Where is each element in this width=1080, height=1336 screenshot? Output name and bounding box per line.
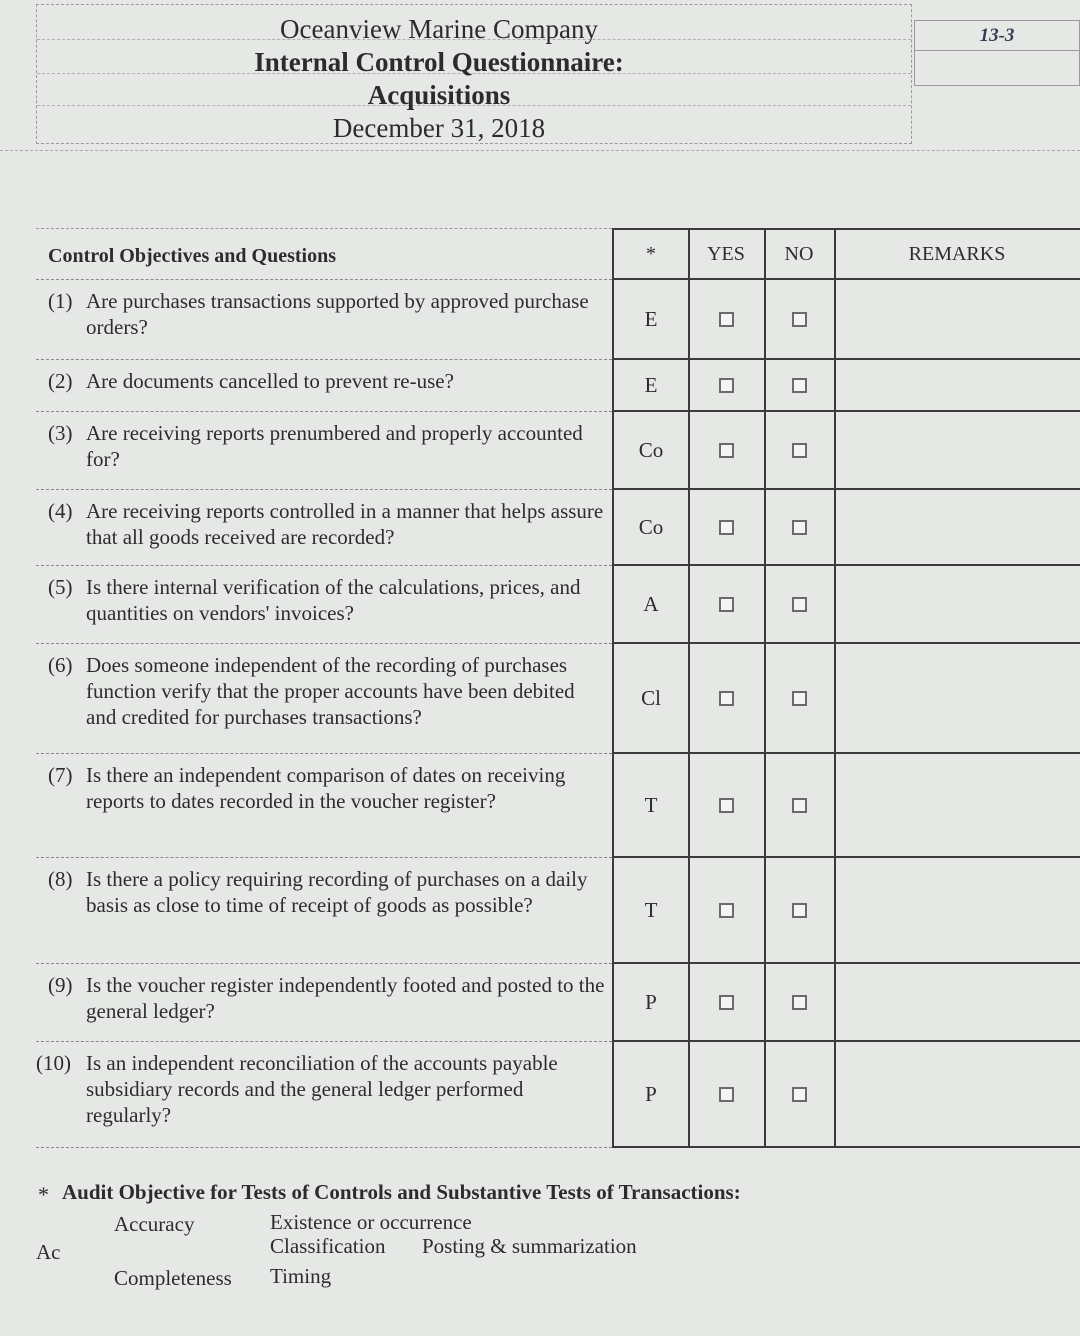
remarks-column-header: REMARKS <box>834 228 1080 280</box>
no-cell <box>764 360 836 412</box>
no-checkbox[interactable] <box>792 798 807 813</box>
table-row <box>36 412 1080 490</box>
yes-checkbox[interactable] <box>719 597 734 612</box>
question-number: (3) <box>48 421 73 445</box>
yes-cell <box>688 280 766 360</box>
legend-classification: Classification <box>270 1234 386 1258</box>
question-text: Is there a policy requiring recording of purchases on a daily basis as close to time of receipt of goods as possible? <box>86 867 588 917</box>
question-text: Is an independent reconciliation of the accounts payable subsidiary records and the general ledger performed regularly? <box>86 1051 558 1127</box>
table-row <box>36 754 1080 858</box>
objective-code: T <box>612 858 690 964</box>
objective-code: P <box>612 1042 690 1148</box>
objective-column-header: * <box>612 228 690 280</box>
legend-ac: Ac <box>36 1240 61 1264</box>
objective-code: P <box>612 964 690 1042</box>
no-cell <box>764 490 836 566</box>
no-cell <box>764 1042 836 1148</box>
table-row <box>36 280 1080 360</box>
no-cell <box>764 754 836 858</box>
objective-code: E <box>612 360 690 412</box>
legend-posting: Posting & summarization <box>422 1234 637 1258</box>
company-name: Oceanview Marine Company <box>280 14 598 44</box>
objective-code: E <box>612 280 690 360</box>
no-cell <box>764 858 836 964</box>
question-text: Are receiving reports prenumbered and properly accounted for? <box>86 421 583 471</box>
yes-checkbox[interactable] <box>719 520 734 535</box>
no-cell <box>764 412 836 490</box>
remarks-cell[interactable] <box>834 280 1080 360</box>
remarks-cell[interactable] <box>834 360 1080 412</box>
table-row <box>36 964 1080 1042</box>
legend-accuracy: Accuracy <box>114 1212 195 1236</box>
question-cell <box>36 964 612 1042</box>
question-number: (5) <box>48 575 73 599</box>
table-row <box>36 1042 1080 1148</box>
no-checkbox[interactable] <box>792 691 807 706</box>
objective-code: T <box>612 754 690 858</box>
questionnaire-subtitle: Acquisitions <box>367 80 511 110</box>
question-cell <box>36 280 612 360</box>
question-cell <box>36 360 612 412</box>
header-box <box>36 4 912 144</box>
reference-box <box>914 20 1080 86</box>
reference-code: 13-3 <box>979 25 1015 46</box>
legend-completeness: Completeness <box>114 1266 232 1290</box>
yes-checkbox[interactable] <box>719 378 734 393</box>
questionnaire-date: December 31, 2018 <box>332 113 546 143</box>
table-row <box>36 858 1080 964</box>
legend-title: Audit Objective for Tests of Controls and Substantive Tests of Transactions: <box>62 1180 741 1204</box>
table-header-row <box>36 228 1080 280</box>
yes-cell <box>688 1042 766 1148</box>
question-text: Does someone independent of the recording of purchases function verify that the proper accounts have been debited and credited for purchases transactions? <box>86 653 575 729</box>
table-row <box>36 644 1080 754</box>
remarks-cell[interactable] <box>834 412 1080 490</box>
table-row <box>36 360 1080 412</box>
yes-cell <box>688 490 766 566</box>
legend-existence: Existence or occurrence <box>270 1210 472 1234</box>
yes-cell <box>688 360 766 412</box>
question-number: (8) <box>48 867 73 891</box>
question-cell <box>36 754 612 858</box>
no-checkbox[interactable] <box>792 995 807 1010</box>
question-cell <box>36 566 612 644</box>
yes-column-header: YES <box>688 228 766 280</box>
question-text: Is there internal verification of the calculations, prices, and quantities on vendors' invoices? <box>86 575 581 625</box>
question-text: Are purchases transactions supported by approved purchase orders? <box>86 289 589 339</box>
yes-checkbox[interactable] <box>719 995 734 1010</box>
objective-code: Co <box>612 412 690 490</box>
table-row <box>36 566 1080 644</box>
question-cell <box>36 490 612 566</box>
question-cell <box>36 644 612 754</box>
objective-code: Cl <box>612 644 690 754</box>
yes-checkbox[interactable] <box>719 691 734 706</box>
no-checkbox[interactable] <box>792 312 807 327</box>
divider <box>0 150 1080 151</box>
no-checkbox[interactable] <box>792 443 807 458</box>
no-column-header: NO <box>764 228 836 280</box>
remarks-cell[interactable] <box>834 1042 1080 1148</box>
yes-cell <box>688 964 766 1042</box>
yes-checkbox[interactable] <box>719 903 734 918</box>
questions-column-header: Control Objectives and Questions <box>36 228 612 280</box>
header-title-block <box>37 13 911 145</box>
yes-checkbox[interactable] <box>719 312 734 327</box>
remarks-cell[interactable] <box>834 964 1080 1042</box>
no-checkbox[interactable] <box>792 903 807 918</box>
question-number: (1) <box>48 289 73 313</box>
question-text: Is the voucher register independently footed and posted to the general ledger? <box>86 973 605 1023</box>
objective-code: A <box>612 566 690 644</box>
yes-checkbox[interactable] <box>719 1087 734 1102</box>
question-number: (6) <box>48 653 73 677</box>
legend-timing: Timing <box>270 1264 332 1288</box>
remarks-cell[interactable] <box>834 566 1080 644</box>
yes-cell <box>688 754 766 858</box>
legend-asterisk: * <box>38 1182 49 1207</box>
question-text: Are documents cancelled to prevent re-use? <box>86 369 454 393</box>
table-row <box>36 490 1080 566</box>
no-cell <box>764 964 836 1042</box>
remarks-cell[interactable] <box>834 490 1080 566</box>
question-number: (7) <box>48 763 73 787</box>
no-cell <box>764 566 836 644</box>
question-cell <box>36 858 612 964</box>
yes-cell <box>688 644 766 754</box>
question-cell <box>36 412 612 490</box>
remarks-cell[interactable] <box>834 754 1080 858</box>
yes-cell <box>688 412 766 490</box>
no-checkbox[interactable] <box>792 520 807 535</box>
remarks-cell[interactable] <box>834 644 1080 754</box>
question-number: (10) <box>36 1051 71 1075</box>
no-cell <box>764 280 836 360</box>
question-cell <box>36 1042 612 1148</box>
no-checkbox[interactable] <box>792 597 807 612</box>
no-checkbox[interactable] <box>792 378 807 393</box>
question-number: (2) <box>48 369 73 393</box>
yes-cell <box>688 858 766 964</box>
no-cell <box>764 644 836 754</box>
question-text: Is there an independent comparison of dates on receiving reports to dates recorded in the voucher register? <box>86 763 566 813</box>
yes-checkbox[interactable] <box>719 443 734 458</box>
question-text: Are receiving reports controlled in a manner that helps assure that all goods received are recorded? <box>86 499 604 549</box>
question-number: (9) <box>48 973 73 997</box>
yes-cell <box>688 566 766 644</box>
remarks-cell[interactable] <box>834 858 1080 964</box>
no-checkbox[interactable] <box>792 1087 807 1102</box>
yes-checkbox[interactable] <box>719 798 734 813</box>
question-number: (4) <box>48 499 73 523</box>
objective-code: Co <box>612 490 690 566</box>
questionnaire-title: Internal Control Questionnaire: <box>254 47 624 77</box>
